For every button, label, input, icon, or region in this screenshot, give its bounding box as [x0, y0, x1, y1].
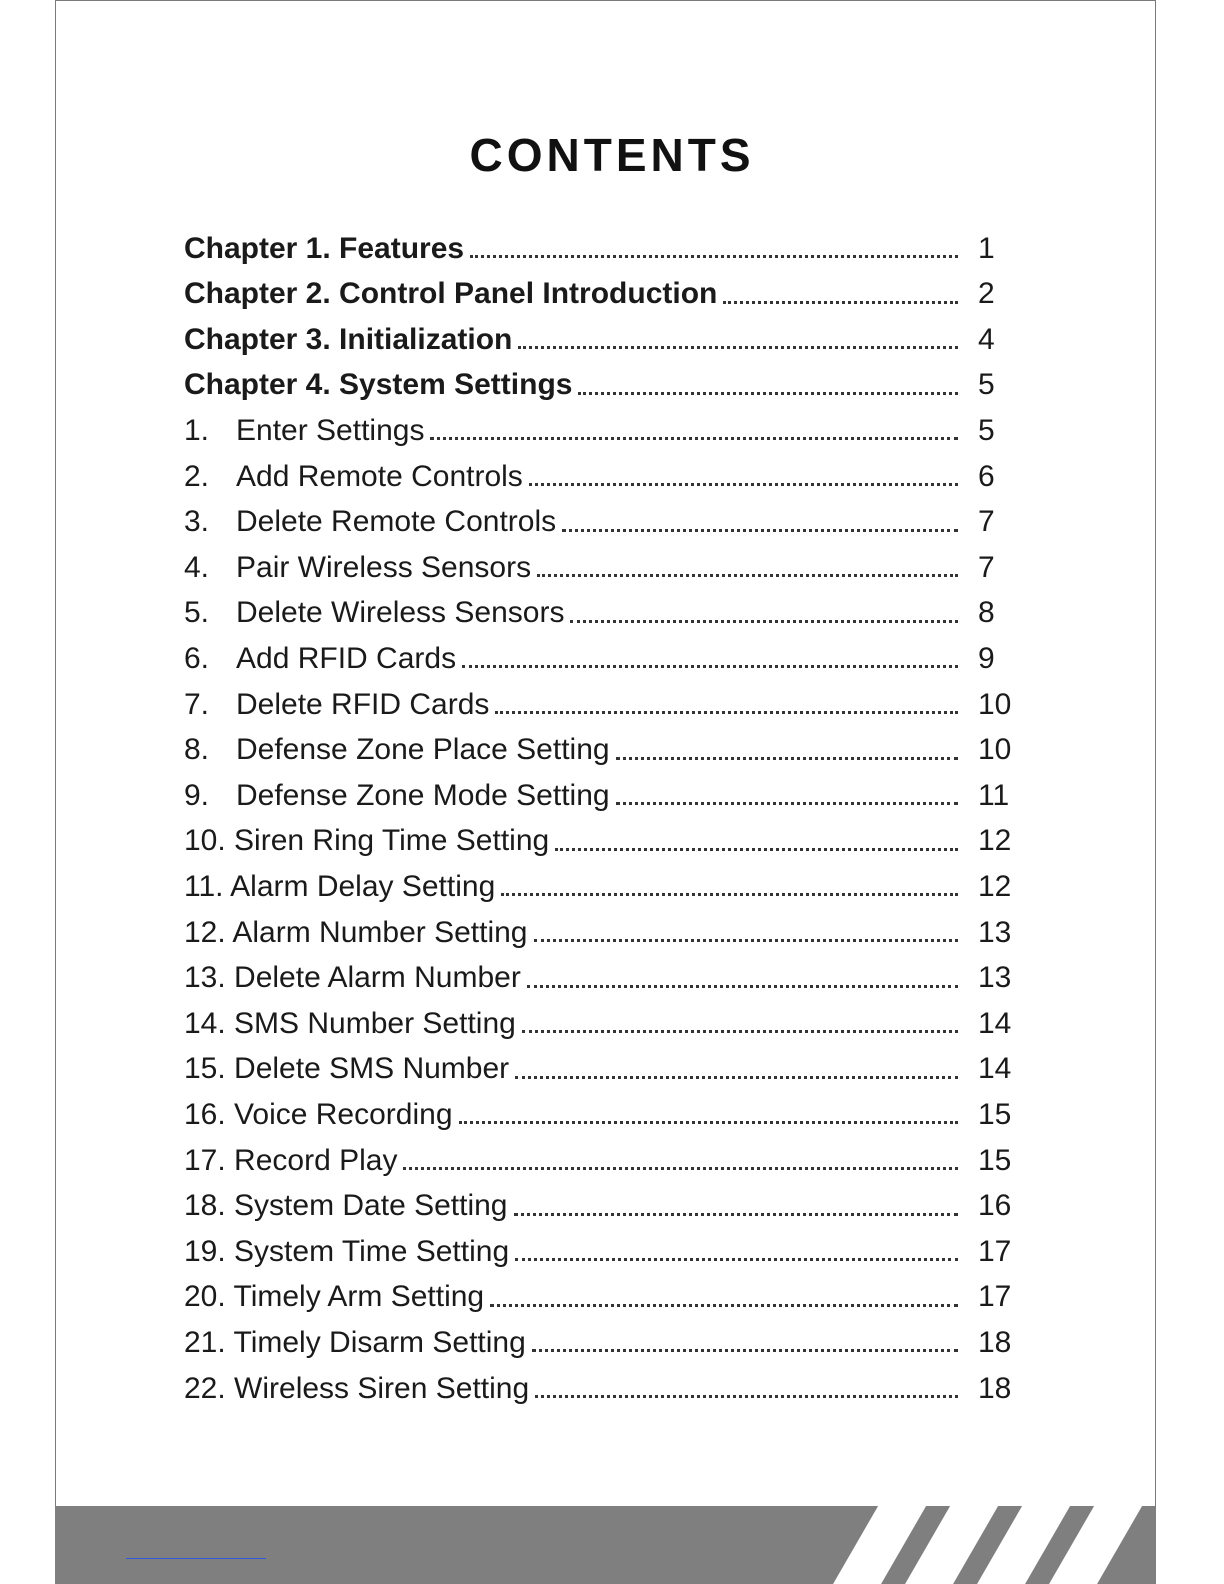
- toc-page-number: 15: [978, 1097, 1012, 1131]
- toc-entry-text: 10. Siren Ring Time Setting: [184, 824, 550, 858]
- dot-leader: [616, 802, 958, 805]
- toc-entry-label: [184, 1144, 397, 1178]
- toc-entry-label: [184, 733, 610, 767]
- toc-page-number: 17: [978, 1280, 1012, 1314]
- toc-page-number: 15: [978, 1143, 1012, 1177]
- toc-entry-text: Delete RFID Cards: [236, 687, 490, 721]
- toc-item-row[interactable]: [184, 1320, 1034, 1365]
- toc-page-number: 8: [978, 596, 995, 630]
- toc-entry-label: [184, 414, 424, 448]
- toc-chapter-row[interactable]: [184, 226, 1034, 271]
- toc-page-number: 14: [978, 1006, 1012, 1040]
- toc-page-number: 12: [978, 824, 1012, 858]
- toc-entry-number: 7.: [184, 687, 210, 721]
- toc-entry-text: Delete Remote Controls: [236, 505, 557, 539]
- toc-entry-label: [184, 232, 464, 266]
- dot-leader: [501, 893, 958, 896]
- toc-item-row[interactable]: [184, 408, 1034, 453]
- toc-page-number: 12: [978, 869, 1012, 903]
- toc-entry-text: Pair Wireless Sensors: [236, 550, 532, 584]
- toc-item-row[interactable]: [184, 728, 1034, 773]
- toc-entry-number: 2.: [184, 459, 210, 493]
- dot-leader: [515, 1076, 958, 1079]
- toc-entry-text: 13. Delete Alarm Number: [184, 961, 521, 995]
- toc-item-row[interactable]: [184, 1229, 1034, 1274]
- dot-leader: [562, 529, 958, 532]
- toc-item-row[interactable]: [184, 1001, 1034, 1046]
- dot-leader: [570, 620, 958, 623]
- toc-item-row[interactable]: [184, 773, 1034, 818]
- toc-item-row[interactable]: [184, 545, 1034, 590]
- toc-entry-text: 21. Timely Disarm Setting: [184, 1325, 526, 1359]
- dot-leader: [527, 985, 958, 988]
- toc-entry-label: [184, 323, 512, 357]
- toc-page-number: 10: [978, 733, 1012, 767]
- toc-entry-number: 3.: [184, 505, 210, 539]
- dot-leader: [723, 301, 958, 304]
- toc-entry-number: 1.: [184, 413, 210, 447]
- toc-entry-label: [184, 505, 556, 539]
- toc-entry-number: 8.: [184, 733, 210, 767]
- toc-page-number: 5: [978, 368, 995, 402]
- dot-leader: [578, 392, 958, 395]
- toc-page-number: 1: [978, 231, 995, 265]
- toc-entry-number: 6.: [184, 641, 210, 675]
- footer-bar: [55, 1506, 1156, 1584]
- toc-entry-text: Chapter 3. Initialization: [184, 322, 513, 356]
- toc-entry-text: Delete Wireless Sensors: [236, 596, 565, 630]
- toc-entry-text: 11. Alarm Delay Setting: [184, 869, 496, 903]
- toc-entry-label: [184, 916, 528, 950]
- toc-entry-text: 20. Timely Arm Setting: [184, 1280, 485, 1314]
- toc-item-row[interactable]: [184, 819, 1034, 864]
- dot-leader: [518, 346, 958, 349]
- dot-leader: [532, 1349, 958, 1352]
- toc-entry-label: [184, 1326, 526, 1360]
- toc-entry-text: Defense Zone Place Setting: [236, 733, 610, 767]
- toc-entry-label: [184, 779, 610, 813]
- toc-entry-label: [184, 551, 531, 585]
- toc-page-number: 9: [978, 641, 995, 675]
- toc-entry-number: 4.: [184, 550, 210, 584]
- dot-leader: [515, 1258, 958, 1261]
- toc-item-row[interactable]: [184, 1366, 1034, 1411]
- page-title: CONTENTS: [469, 129, 755, 181]
- dot-leader: [403, 1167, 958, 1170]
- toc-page-number: 16: [978, 1189, 1012, 1223]
- toc-entry-text: 19. System Time Setting: [184, 1234, 510, 1268]
- dot-leader: [462, 665, 958, 668]
- toc-entry-text: Defense Zone Mode Setting: [236, 778, 610, 812]
- toc-entry-label: [184, 1098, 453, 1132]
- dot-leader: [495, 711, 958, 714]
- toc-item-row[interactable]: [184, 500, 1034, 545]
- toc-item-row[interactable]: [184, 591, 1034, 636]
- toc-item-row[interactable]: [184, 864, 1034, 909]
- toc-chapter-row[interactable]: [184, 363, 1034, 408]
- toc-page-number: 4: [978, 322, 995, 356]
- toc-item-row[interactable]: [184, 910, 1034, 955]
- toc-chapter-row[interactable]: [184, 272, 1034, 317]
- toc-item-row[interactable]: [184, 1275, 1034, 1320]
- dot-leader: [535, 1395, 958, 1398]
- toc-entry-label: [184, 368, 572, 402]
- toc-item-row[interactable]: [184, 454, 1034, 499]
- toc-entry-label: [184, 1052, 509, 1086]
- toc-entry-label: [184, 1280, 484, 1314]
- toc-entry-text: 16. Voice Recording: [184, 1097, 453, 1131]
- toc-page-number: 7: [978, 505, 995, 539]
- toc-entry-label: [184, 1007, 516, 1041]
- toc-entry-text: Add RFID Cards: [236, 641, 457, 675]
- toc-entry-text: 18. System Date Setting: [184, 1189, 508, 1223]
- toc-item-row[interactable]: [184, 636, 1034, 681]
- toc-page-number: 5: [978, 413, 995, 447]
- dot-leader: [470, 255, 958, 258]
- toc-page-number: 10: [978, 687, 1012, 721]
- toc-entry-text: Add Remote Controls: [236, 459, 523, 493]
- toc-page-number: 14: [978, 1052, 1012, 1086]
- toc-page-number: 11: [978, 778, 1010, 812]
- toc-item-row[interactable]: [184, 682, 1034, 727]
- toc-entry-label: [184, 961, 521, 995]
- toc-entry-label: [184, 824, 549, 858]
- toc-item-row[interactable]: [184, 1138, 1034, 1183]
- toc-chapter-row[interactable]: [184, 317, 1034, 362]
- toc-page-number: 18: [978, 1371, 1012, 1405]
- toc-item-row[interactable]: [184, 1047, 1034, 1092]
- dot-leader: [514, 1213, 959, 1216]
- toc-entry-label: [184, 1189, 508, 1223]
- dot-leader: [555, 848, 958, 851]
- toc-entry-number: 9.: [184, 778, 210, 812]
- toc-entry-label: [184, 870, 495, 904]
- toc-page-number: 7: [978, 550, 995, 584]
- toc-page-number: 13: [978, 915, 1012, 949]
- dot-leader: [430, 437, 958, 440]
- dot-leader: [534, 939, 959, 942]
- dot-leader: [616, 757, 958, 760]
- toc-entry-label: [184, 688, 489, 722]
- dot-leader: [529, 483, 958, 486]
- toc-page-number: 2: [978, 277, 995, 311]
- toc-page-number: 18: [978, 1325, 1012, 1359]
- toc-entry-label: [184, 596, 564, 630]
- toc-entry-text: Enter Settings: [236, 413, 425, 447]
- dot-leader: [537, 574, 958, 577]
- toc-entry-number: 5.: [184, 596, 210, 630]
- toc-entry-label: [184, 1372, 529, 1406]
- toc-page-number: 17: [978, 1234, 1012, 1268]
- toc-entry-label: [184, 460, 523, 494]
- toc-entry-label: [184, 277, 717, 311]
- footer-link-underline[interactable]: [126, 1558, 266, 1559]
- toc-entry-label: [184, 642, 456, 676]
- toc-entry-text: 12. Alarm Number Setting: [184, 915, 528, 949]
- toc-item-row[interactable]: [184, 1092, 1034, 1137]
- toc-item-row[interactable]: [184, 1184, 1034, 1229]
- dot-leader: [490, 1304, 958, 1307]
- toc-item-row[interactable]: [184, 956, 1034, 1001]
- dot-leader: [522, 1030, 958, 1033]
- toc-entry-text: 15. Delete SMS Number: [184, 1052, 510, 1086]
- toc-entry-text: Chapter 4. System Settings: [184, 368, 573, 402]
- toc-entry-label: [184, 1235, 509, 1269]
- toc-entry-text: 17. Record Play: [184, 1143, 398, 1177]
- dot-leader: [459, 1121, 958, 1124]
- toc-entry-text: 22. Wireless Siren Setting: [184, 1371, 530, 1405]
- toc-page-number: 13: [978, 961, 1012, 995]
- toc-entry-text: Chapter 1. Features: [184, 231, 465, 265]
- toc-entry-text: 14. SMS Number Setting: [184, 1006, 516, 1040]
- toc-entry-text: Chapter 2. Control Panel Introduction: [184, 277, 718, 311]
- toc-page-number: 6: [978, 459, 995, 493]
